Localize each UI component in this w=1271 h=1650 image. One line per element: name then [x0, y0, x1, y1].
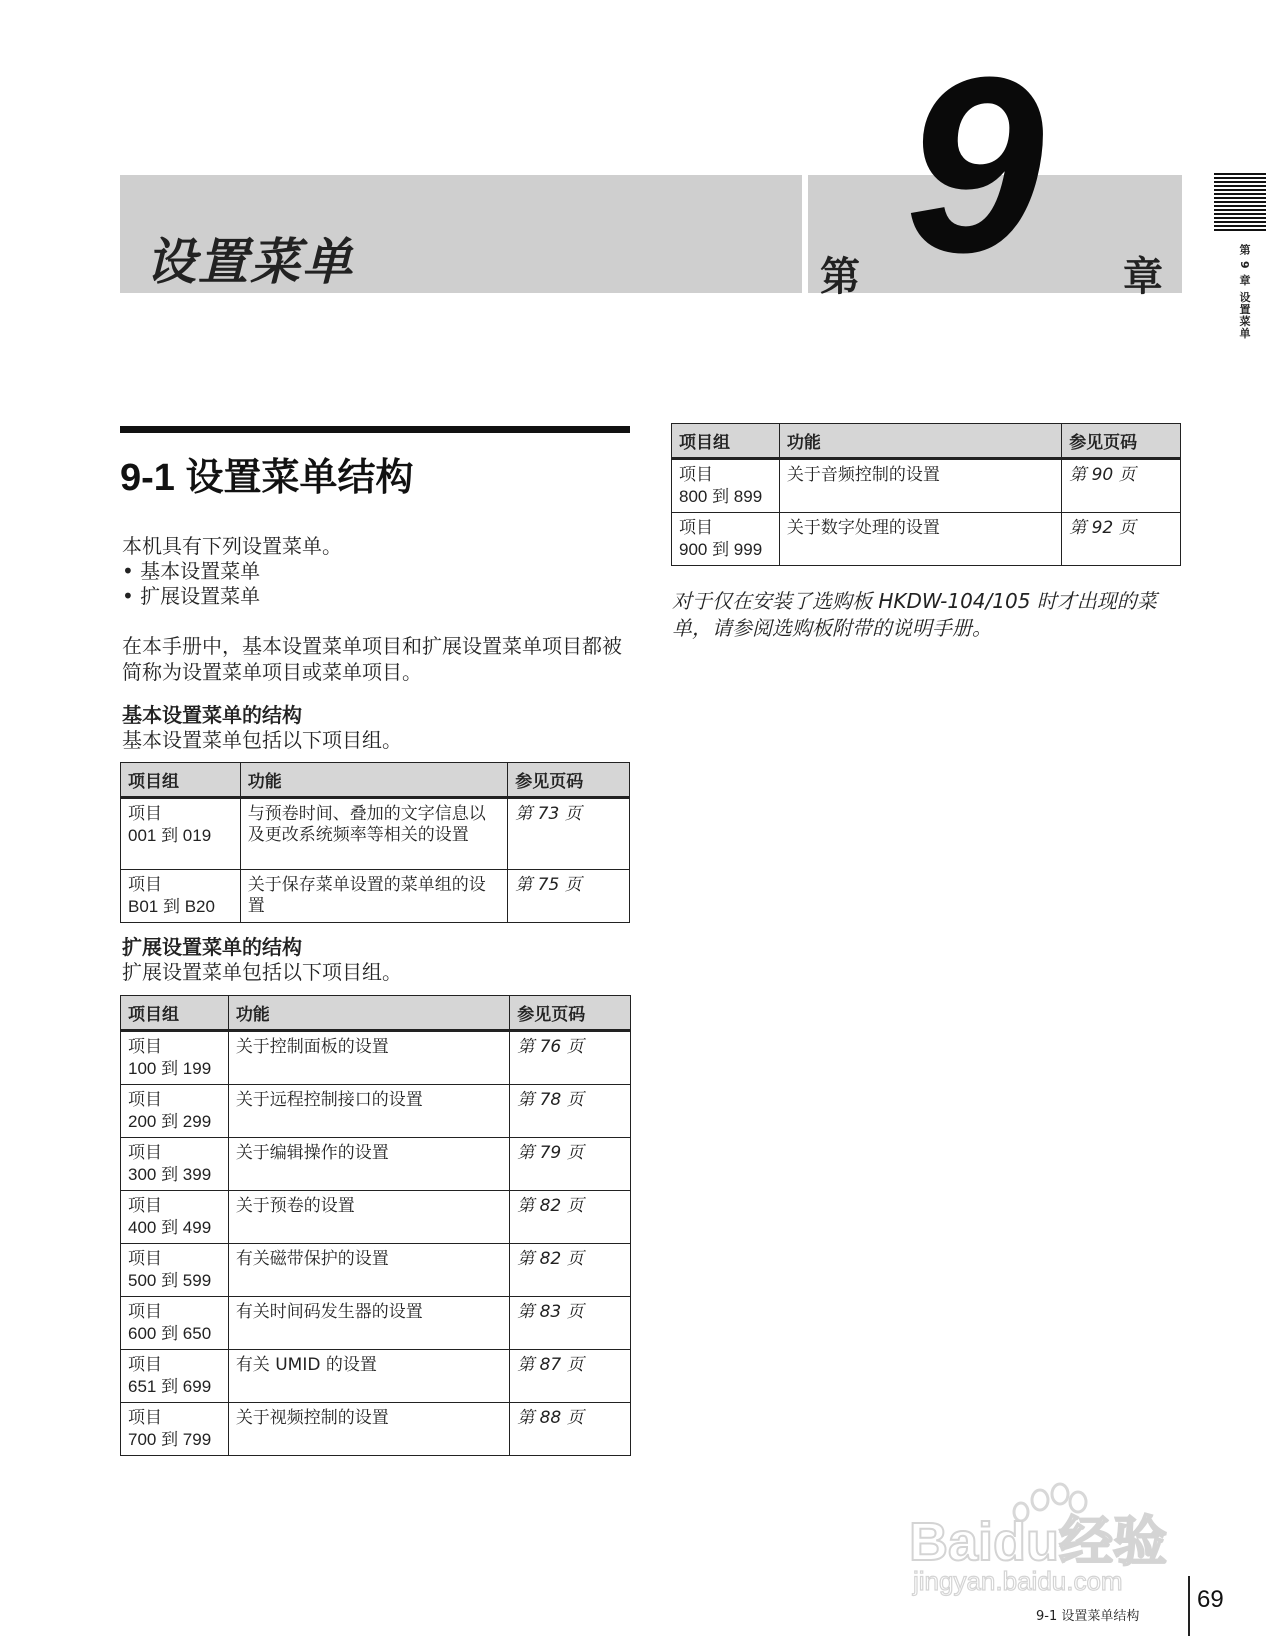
item-range: B01 到 B20: [128, 897, 215, 916]
col-header: 项目组: [121, 763, 241, 798]
table-row: [121, 1031, 631, 1085]
chapter-label-post: 章: [1123, 254, 1163, 300]
page-ref: 第 75 页: [508, 870, 630, 923]
extended-desc: 扩展设置菜单包括以下项目组。: [122, 960, 402, 984]
item-label: 项目: [128, 1196, 162, 1216]
page-ref: 第 87 页: [510, 1350, 631, 1403]
table-row: [672, 513, 1181, 566]
function-cell: 关于音频控制的设置: [779, 459, 1061, 513]
item-label: 项目: [679, 518, 713, 538]
intro-text: 本机具有下列设置菜单。: [122, 534, 342, 558]
chapter-label-pre: 第: [820, 254, 860, 300]
table-row: [121, 1297, 631, 1350]
function-cell: 关于编辑操作的设置: [228, 1138, 509, 1191]
col-header: 项目组: [121, 996, 229, 1031]
col-header: 项目组: [672, 424, 780, 459]
footer-section: 9-1 设置菜单结构: [1036, 1609, 1140, 1624]
extended-table: [120, 995, 631, 1456]
baidu-watermark: [905, 1478, 1205, 1598]
chapter-title: 设置菜单: [146, 233, 354, 291]
basic-heading: 基本设置菜单的结构: [122, 703, 302, 727]
basic-desc: 基本设置菜单包括以下项目组。: [122, 728, 402, 752]
page-ref: 第 88 页: [510, 1403, 631, 1456]
item-range: 001 到 019: [128, 826, 212, 845]
chapter-side-tab: 第 9 章 设置菜单: [1238, 244, 1251, 340]
item-label: 项目: [128, 1037, 162, 1057]
page-ref: 第 79 页: [510, 1138, 631, 1191]
item-range: 100 到 199: [128, 1059, 212, 1078]
option-board-note: 对于仅在安装了选购板 HKDW-104/105 时才出现的菜单，请参阅选购板附带的说明手册。: [672, 589, 1157, 640]
table-row: [672, 459, 1181, 513]
col-header: 功能: [228, 996, 509, 1031]
item-label: 项目: [128, 1302, 162, 1322]
bullet-item: • 扩展设置菜单: [122, 584, 261, 608]
table-row: [121, 1085, 631, 1138]
item-range: 651 到 699: [128, 1377, 212, 1396]
col-header: 参见页码: [1062, 424, 1181, 459]
chapter-tab-stripes: [1214, 173, 1266, 231]
function-cell: 关于远程控制接口的设置: [228, 1085, 509, 1138]
function-cell: 关于控制面板的设置: [228, 1031, 509, 1085]
page-ref: 第 73 页: [508, 798, 630, 870]
watermark-url: jingyan.baidu.com: [913, 1566, 1123, 1596]
page-ref: 第 83 页: [510, 1297, 631, 1350]
item-range: 200 到 299: [128, 1112, 212, 1131]
table-row: [121, 1138, 631, 1191]
table-row: [121, 1244, 631, 1297]
function-cell: 关于数字处理的设置: [779, 513, 1061, 566]
bullet-item: • 基本设置菜单: [122, 559, 261, 583]
item-range: 500 到 599: [128, 1271, 212, 1290]
function-cell: 与预卷时间、叠加的文字信息以及更改系统频率等相关的设置: [240, 798, 507, 870]
extended-heading: 扩展设置菜单的结构: [122, 935, 302, 959]
item-range: 900 到 999: [679, 540, 763, 559]
basic-table: [120, 762, 630, 923]
table-row: [121, 1403, 631, 1456]
page-ref: 第 82 页: [510, 1191, 631, 1244]
page-ref: 第 90 页: [1062, 459, 1181, 513]
function-cell: 有关 UMID 的设置: [228, 1350, 509, 1403]
item-range: 300 到 399: [128, 1165, 212, 1184]
function-cell: 有关磁带保护的设置: [228, 1244, 509, 1297]
item-label: 项目: [128, 875, 162, 895]
footer-divider: [1188, 1576, 1190, 1636]
function-cell: 关于保存菜单设置的菜单组的设置: [240, 870, 507, 923]
item-range: 800 到 899: [679, 487, 763, 506]
item-label: 项目: [128, 1249, 162, 1269]
section-title: 9-1 设置菜单结构: [120, 457, 414, 499]
table-row: [121, 798, 630, 870]
function-cell: 关于预卷的设置: [228, 1191, 509, 1244]
page-ref: 第 92 页: [1062, 513, 1181, 566]
page-ref: 第 76 页: [510, 1031, 631, 1085]
table-row: [121, 1350, 631, 1403]
item-range: 600 到 650: [128, 1324, 212, 1343]
page-ref: 第 78 页: [510, 1085, 631, 1138]
extended-table-continued: [671, 423, 1181, 566]
item-label: 项目: [128, 1090, 162, 1110]
chapter-number: 9: [905, 25, 1045, 304]
body-paragraph: 在本手册中，基本设置菜单项目和扩展设置菜单项目都被简称为设置菜单项目或菜单项目。: [122, 634, 622, 684]
col-header: 功能: [779, 424, 1061, 459]
function-cell: 关于视频控制的设置: [228, 1403, 509, 1456]
item-range: 700 到 799: [128, 1430, 212, 1449]
table-row: [121, 1191, 631, 1244]
col-header: 参见页码: [510, 996, 631, 1031]
col-header: 参见页码: [508, 763, 630, 798]
item-label: 项目: [128, 804, 162, 824]
function-cell: 有关时间码发生器的设置: [228, 1297, 509, 1350]
section-rule: [120, 426, 630, 433]
item-label: 项目: [128, 1408, 162, 1428]
item-range: 400 到 499: [128, 1218, 212, 1237]
table-row: [121, 870, 630, 923]
page-ref: 第 82 页: [510, 1244, 631, 1297]
watermark-brand: Baidu经验: [909, 1512, 1168, 1572]
item-label: 项目: [128, 1355, 162, 1375]
item-label: 项目: [128, 1143, 162, 1163]
col-header: 功能: [240, 763, 507, 798]
page-number: 69: [1197, 1586, 1224, 1613]
item-label: 项目: [679, 465, 713, 485]
